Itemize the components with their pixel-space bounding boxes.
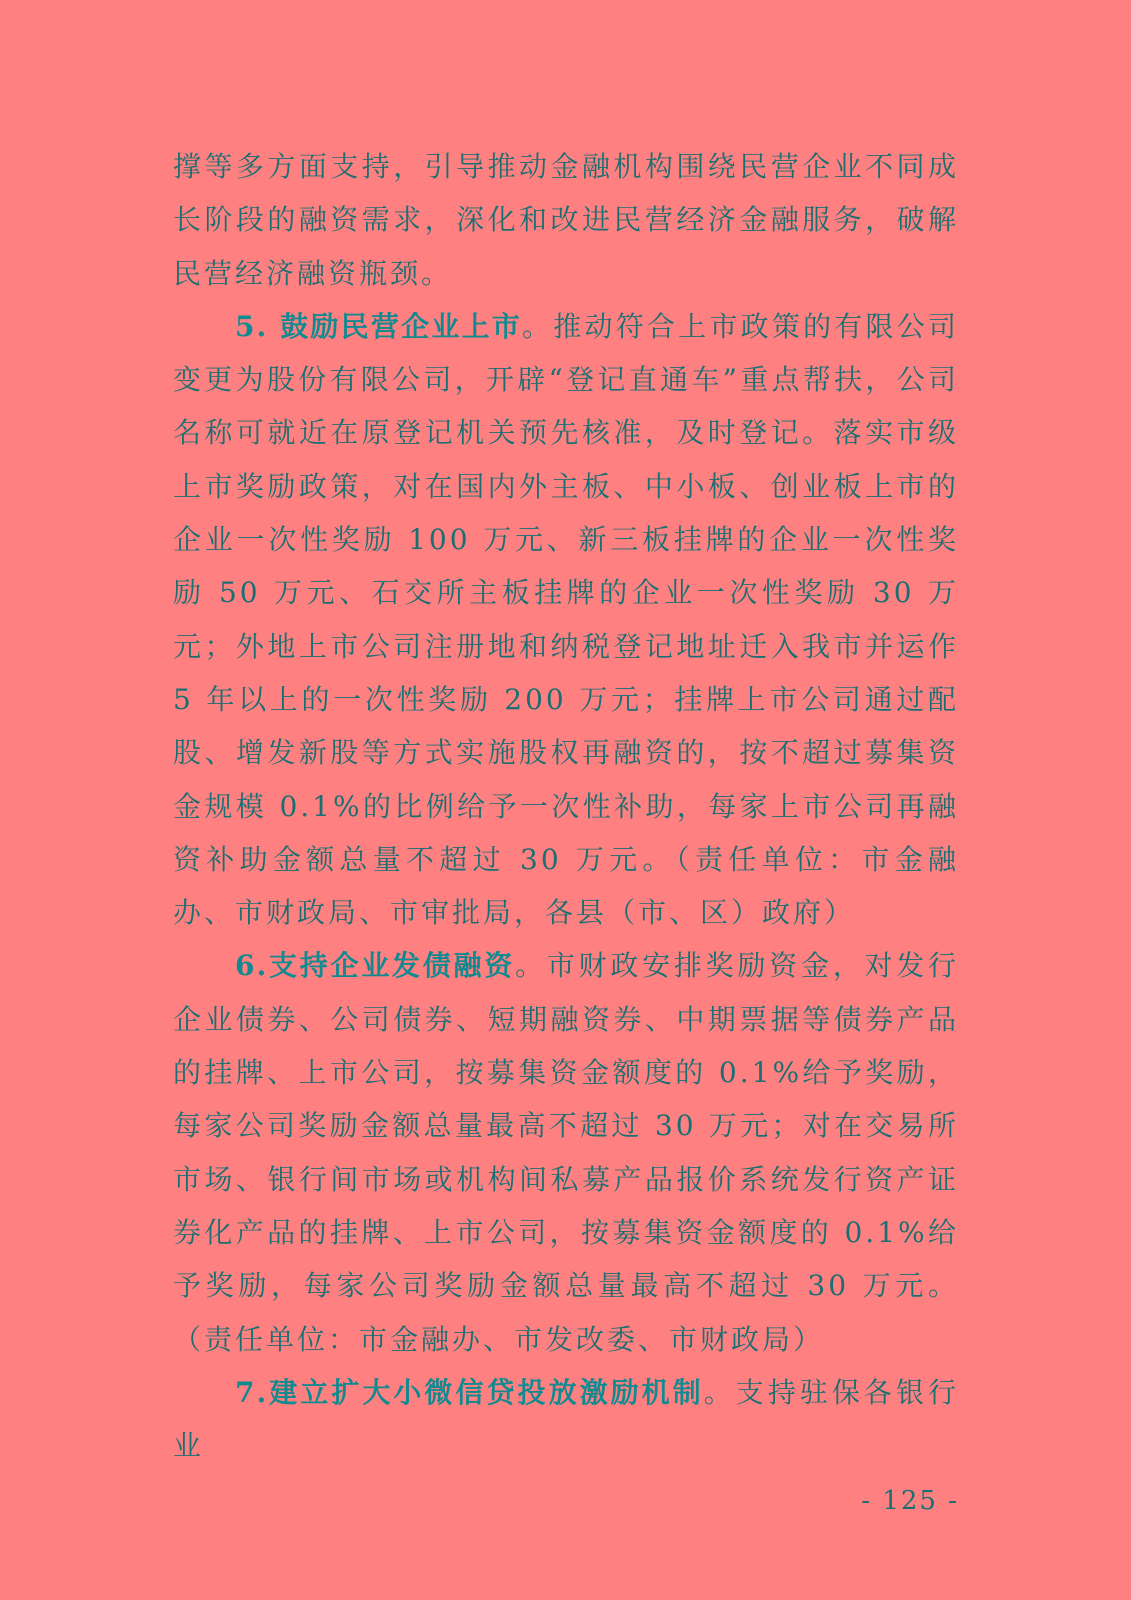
item-heading: 7.建立扩大小微信贷投放激励机制 <box>235 1375 704 1409</box>
item-heading: 6.支持企业发债融资 <box>235 949 516 983</box>
paragraph-text: 。支持驻保各银行业 <box>173 1375 959 1463</box>
page-number: - 125 - <box>861 1486 959 1516</box>
paragraph-text: 撑等多方面支持，引导推动金融机构围绕民营企业不同成长阶段的融资需求，深化和改进民营经济金融服务，破解民营经济融资瓶颈。 <box>173 150 959 290</box>
paragraph-continuation <box>173 140 959 300</box>
paragraph-item-7 <box>173 1366 959 1473</box>
item-heading: 5. 鼓励民营企业上市 <box>235 309 523 343</box>
paragraph-item-6 <box>173 939 959 1365</box>
document-body <box>173 140 959 1472</box>
paragraph-text: 。推动符合上市政策的有限公司变更为股份有限公司，开辟“登记直通车”重点帮扶，公司名称可就近在原登记机关预先核准，及时登记。落实市级上市奖励政策，对在国内外主板、中小板、创业板上市的企业一次性奖励 100 万元、新三板挂牌的企业一次性奖励 50 万元、石交所主板挂牌的企业一次性奖励 30 万元；外地上市公司注册地和纳税登记地址迁入我市并运作 5 年以上的一次性奖励 200 万元；挂牌上市公司通过配股、增发新股等方式实施股权再融资的，按不超过募集资金规模 0.1%的比例给予一次性补助，每家上市公司再融资补助金额总量不超过 30 万元。（责任单位：市金融办、市财政局、市审批局，各县（市、区）政府） <box>173 309 959 930</box>
paragraph-item-5 <box>173 300 959 940</box>
paragraph-text: 。市财政安排奖励资金，对发行企业债券、公司债券、短期融资券、中期票据等债券产品的挂牌、上市公司，按募集资金额度的 0.1%给予奖励，每家公司奖励金额总量最高不超过 30 万元；对在交易所市场、银行间市场或机构间私募产品报价系统发行资产证券化产品的挂牌、上市公司，按募集资金额度的 0.1%给予奖励，每家公司奖励金额总量最高不超过 30 万元。（责任单位：市金融办、市发改委、市财政局） <box>173 949 959 1356</box>
